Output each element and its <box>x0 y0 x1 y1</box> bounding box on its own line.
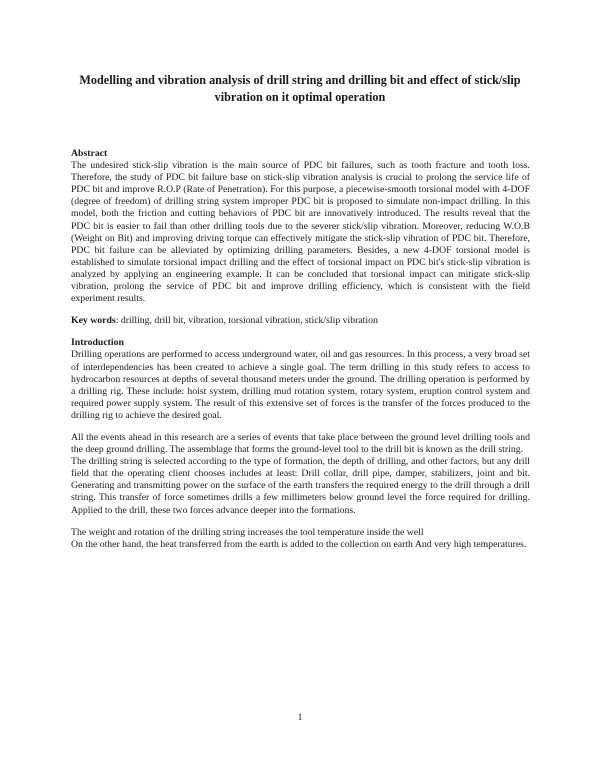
paper-title: Modelling and vibration analysis of drill string and drilling bit and effect of stick/slip vibration on it optimal operation <box>79 73 521 104</box>
abstract-paragraph: The undesired stick-slip vibration is the main source of PDC bit failures, such as tooth fracture and tooth loss. Therefore, the study of PDC bit failure base on stick-slip vibration analysis is crucial to prolong the service life of PDC bit and improve R.O.P (Rate of Penetration). For this purpose, a piecewise-smooth torsional model with 4-DOF (degree of freedom) of drilling string system improper PDC bit is proposed to simulate non-impact drilling. In this model, both the friction and cutting behaviors of PDC bit are innovatively introduced. The results reveal that the PDC bit is easier to fail than other drilling tools due to the severer stick/slip vibration. Moreover, reducing W.O.B (Weight on Bit) and improving driving torque can effectively mitigate the stick-slip vibration of PDC bit. Therefore, PDC bit failure can be alleviated by optimizing drilling parameters. Besides, a new 4-DOF torsional model is established to simulate torsional impact drilling and the effect of torsional impact on PDC bit's stick-slip vibration is analyzed by applying an engineering example. It can be concluded that torsional impact can mitigate stick-slip vibration, prolong the service of PDC bit and improve drilling efficiency, which is consistent with the field experiment results. <box>71 160 530 305</box>
abstract-heading: Abstract <box>71 148 108 159</box>
intro-paragraph-5: On the other hand, the heat transferred from the earth is added to the collection on earth And very high temperatures. <box>71 538 527 550</box>
keywords-list: : drilling, drill bit, vibration, torsional vibration, stick/slip vibration <box>115 315 378 327</box>
keywords-label: Key words <box>71 315 116 327</box>
intro-paragraph-3: The drilling string is selected according to the type of formation, the depth of drilling, and other factors, but any drill field that the operating client chooses includes at least: Drill collar, drill pipe, damper, stabilizers, joint and bit. Generating and transmitting power on the surface of the earth transfers the required energy to the drill through a drill string. This transfer of force sometimes drills a few millimeters below ground level the force required for drilling. Applied to the drill, these two forces advance deeper into the formations. <box>71 456 530 516</box>
keywords-line <box>71 315 530 327</box>
intro-paragraph-2: All the events ahead in this research are a series of events that take place between the ground level drilling tools and the deep ground drilling. The assemblage that forms the ground-level tool to the drill bit is known as the drill string. <box>71 431 530 456</box>
intro-paragraph-1: Drilling operations are performed to access underground water, oil and gas resources. In this process, a very broad set of interdependencies has been created to achieve a single goal. The term drilling in this study refers to access to hydrocarbon resources at depths of several thousand meters under the ground. The drilling operation is performed by a drilling rig. These include: hoist system, drilling mud rotation system, rotary system, eruption control system and required power supply system. The result of this extensive set of forces is the transfer of the forces produced to the drilling rig to achieve the desired goal. <box>71 349 530 421</box>
intro-paragraph-4: The weight and rotation of the drilling string increases the tool temperature inside the well <box>71 526 424 538</box>
paper-body <box>71 148 530 551</box>
page-number: 1 <box>297 713 303 723</box>
introduction-heading: Introduction <box>71 337 124 349</box>
